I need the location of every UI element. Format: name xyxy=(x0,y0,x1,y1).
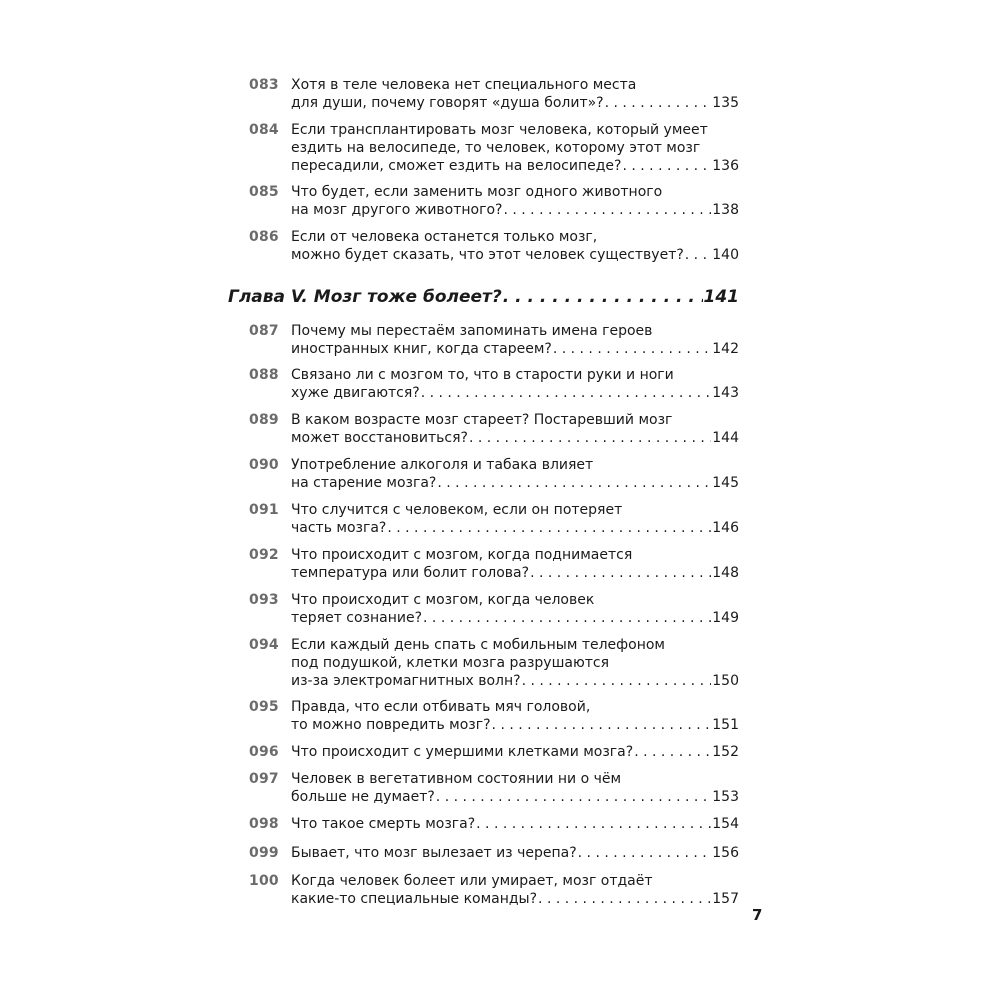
page-number: 145 xyxy=(712,475,739,491)
entry-line: больше не думает? xyxy=(291,789,435,805)
entry-text xyxy=(291,322,739,358)
entry-line: Когда человек болеет или умирает, мозг отдаёт xyxy=(291,873,653,889)
entry-line: Если от человека останется только мозг, xyxy=(291,229,598,245)
entry-text xyxy=(291,844,739,862)
chapter-title: Глава V. Мозг тоже болеет? xyxy=(228,287,502,307)
entry-number: 098 xyxy=(249,816,279,832)
entry-text xyxy=(291,815,739,833)
page-number: 152 xyxy=(712,744,739,760)
entry-line: часть мозга? xyxy=(291,520,387,536)
entry-line: Если трансплантировать мозг человека, который умеет xyxy=(291,122,708,138)
dot-leader xyxy=(605,94,712,112)
entry-last-line xyxy=(291,815,739,833)
entry-line: может восстановиться? xyxy=(291,430,468,446)
entry-text xyxy=(291,76,739,112)
dot-leader xyxy=(503,286,703,308)
entry-number: 095 xyxy=(249,699,279,715)
dot-leader xyxy=(634,743,711,761)
dot-leader xyxy=(423,609,711,627)
entry-text xyxy=(291,183,739,219)
entry-line: на старение мозга? xyxy=(291,475,437,491)
entry-number: 092 xyxy=(249,547,279,563)
entry-number: 085 xyxy=(249,184,279,200)
entry-line: Что будет, если заменить мозг одного животного xyxy=(291,184,663,200)
chapter-heading[interactable] xyxy=(228,286,739,308)
entry-last-line xyxy=(291,384,739,402)
page-number: 154 xyxy=(712,816,739,832)
entry-last-line xyxy=(291,716,739,734)
entry-line: Связано ли с мозгом то, что в старости руки и ноги xyxy=(291,367,674,383)
entry-last-line xyxy=(291,474,739,492)
entry-line: температура или болит голова? xyxy=(291,565,530,581)
entry-last-line xyxy=(291,246,739,264)
entry-last-line xyxy=(291,844,739,862)
dot-leader xyxy=(437,474,711,492)
entry-number: 094 xyxy=(249,637,279,653)
entry-last-line xyxy=(291,157,739,175)
entry-text xyxy=(291,636,739,690)
entry-line: Бывает, что мозг вылезает из черепа? xyxy=(291,845,577,861)
entry-line: Если каждый день спать с мобильным телефоном xyxy=(291,637,665,653)
dot-leader xyxy=(522,672,712,690)
chapter-page-number: 141 xyxy=(703,287,739,307)
page-number: 148 xyxy=(712,565,739,581)
page-number: 150 xyxy=(712,673,739,689)
entry-line: из-за электромагнитных волн? xyxy=(291,673,521,689)
entry-last-line xyxy=(291,519,739,537)
page-number: 143 xyxy=(712,385,739,401)
page-number: 136 xyxy=(712,158,739,174)
entry-line: Хотя в теле человека нет специального места xyxy=(291,77,637,93)
page-number: 140 xyxy=(712,247,739,263)
entry-line: какие-то специальные команды? xyxy=(291,891,538,907)
page-number: 138 xyxy=(712,202,739,218)
entry-line: Что происходит с мозгом, когда человек xyxy=(291,592,595,608)
entry-text xyxy=(291,743,739,761)
entry-number: 087 xyxy=(249,323,279,339)
entry-last-line xyxy=(291,564,739,582)
entry-line: Что происходит с умершими клетками мозга? xyxy=(291,744,634,760)
dot-leader xyxy=(622,157,711,175)
entry-line: для души, почему говорят «душа болит»? xyxy=(291,95,604,111)
entry-line: Употребление алкоголя и табака влияет xyxy=(291,457,594,473)
page-number: 146 xyxy=(712,520,739,536)
entry-number: 084 xyxy=(249,122,279,138)
entry-number: 083 xyxy=(249,77,279,93)
page-folio: 7 xyxy=(752,906,763,924)
entry-text xyxy=(291,228,739,264)
entry-text xyxy=(291,698,739,734)
entry-number: 091 xyxy=(249,502,279,518)
entry-line: можно будет сказать, что этот человек существует? xyxy=(291,247,684,263)
entry-text xyxy=(291,456,739,492)
entry-number: 100 xyxy=(249,873,279,889)
entry-line: Человек в вегетативном состоянии ни о чём xyxy=(291,771,622,787)
entry-number: 093 xyxy=(249,592,279,608)
page-number: 142 xyxy=(712,341,739,357)
entry-last-line xyxy=(291,94,739,112)
entry-text xyxy=(291,770,739,806)
page-number: 156 xyxy=(712,845,739,861)
entry-line: Правда, что если отбивать мяч головой, xyxy=(291,699,591,715)
entry-last-line xyxy=(291,788,739,806)
dot-leader xyxy=(538,890,711,908)
dot-leader xyxy=(685,246,711,264)
entry-last-line xyxy=(291,609,739,627)
entry-number: 096 xyxy=(249,744,279,760)
dot-leader xyxy=(530,564,711,582)
entry-number: 090 xyxy=(249,457,279,473)
entry-line: Что случится с человеком, если он потеряет xyxy=(291,502,623,518)
dot-leader xyxy=(578,844,712,862)
dot-leader xyxy=(469,429,711,447)
entry-text xyxy=(291,411,739,447)
entry-number: 088 xyxy=(249,367,279,383)
entry-line: то можно повредить мозг? xyxy=(291,717,491,733)
page-number: 149 xyxy=(712,610,739,626)
entry-number: 086 xyxy=(249,229,279,245)
entry-text xyxy=(291,121,739,175)
entry-last-line xyxy=(291,340,739,358)
entry-text xyxy=(291,591,739,627)
page-number: 153 xyxy=(712,789,739,805)
dot-leader xyxy=(492,716,712,734)
entry-line: Почему мы перестаём запоминать имена героев xyxy=(291,323,653,339)
entry-text xyxy=(291,546,739,582)
dot-leader xyxy=(476,815,711,833)
entry-text xyxy=(291,366,739,402)
entry-last-line xyxy=(291,201,739,219)
dot-leader xyxy=(421,384,712,402)
entry-number: 099 xyxy=(249,845,279,861)
entry-line: иностранных книг, когда стареем? xyxy=(291,341,552,357)
entry-text xyxy=(291,872,739,908)
dot-leader xyxy=(503,201,711,219)
entry-text xyxy=(291,501,739,537)
entry-line: ездить на велосипеде, то человек, которому этот мозг xyxy=(291,140,701,156)
entry-last-line xyxy=(291,743,739,761)
page-number: 144 xyxy=(712,430,739,446)
dot-leader xyxy=(387,519,711,537)
page-number: 135 xyxy=(712,95,739,111)
entry-line: под подушкой, клетки мозга разрушаются xyxy=(291,655,610,671)
entry-line: пересадили, сможет ездить на велосипеде? xyxy=(291,158,622,174)
entry-last-line xyxy=(291,890,739,908)
entry-line: на мозг другого животного? xyxy=(291,202,503,218)
entry-line: теряет сознание? xyxy=(291,610,423,626)
entry-last-line xyxy=(291,429,739,447)
entry-line: Что такое смерть мозга? xyxy=(291,816,476,832)
page-number: 157 xyxy=(712,891,739,907)
page-number: 151 xyxy=(712,717,739,733)
entry-line: хуже двигаются? xyxy=(291,385,420,401)
entry-number: 097 xyxy=(249,771,279,787)
entry-number: 089 xyxy=(249,412,279,428)
entry-line: В каком возрасте мозг стареет? Постаревший мозг xyxy=(291,412,673,428)
dot-leader xyxy=(553,340,711,358)
dot-leader xyxy=(436,788,711,806)
entry-last-line xyxy=(291,672,739,690)
entry-line: Что происходит с мозгом, когда поднимается xyxy=(291,547,633,563)
